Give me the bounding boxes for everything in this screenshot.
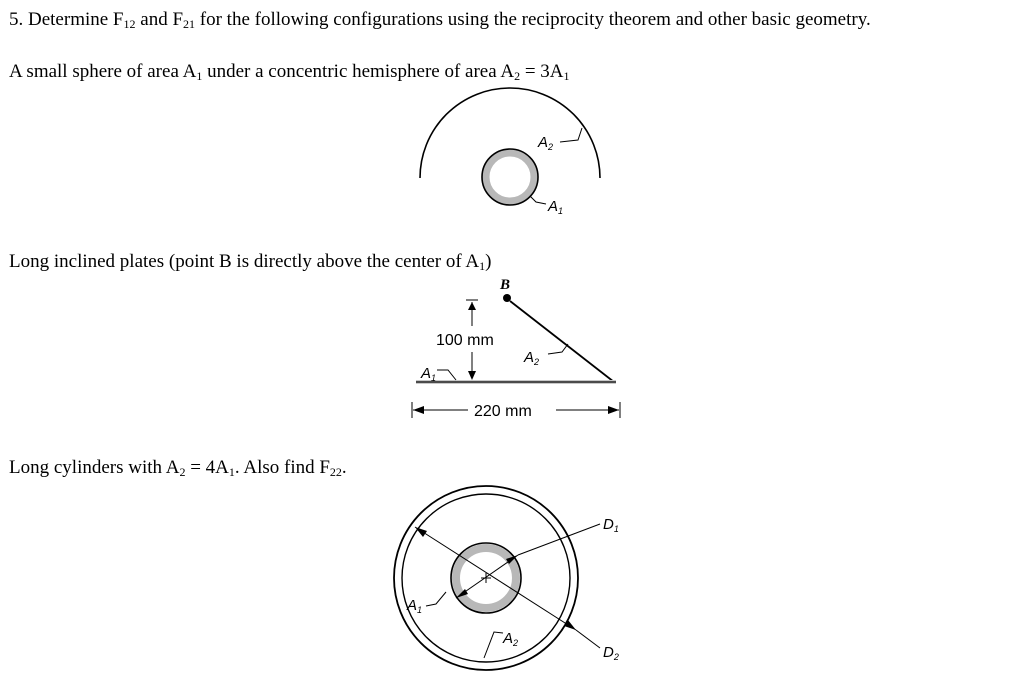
- d1-leader-line: [518, 524, 600, 555]
- a2-label: $A_2$: [538, 134, 554, 152]
- a2-leader-line: [484, 632, 503, 658]
- d2-arrowhead-b: [564, 620, 576, 630]
- d2-arrowhead-a: [415, 527, 427, 537]
- a1-label: $A_1$: [421, 365, 437, 383]
- cylinders-config-heading: Long cylinders with $A_2 = 4A_1$. Also find $F_{22}$.: [9, 457, 347, 479]
- d2-label: $D_2$: [603, 644, 619, 662]
- point-b-label: B: [500, 277, 511, 293]
- d1-label: $D_1$: [603, 516, 619, 534]
- a1-label: $A_1$: [407, 597, 423, 615]
- width-dimension-label: 220 mm: [474, 403, 532, 420]
- sphere-config-heading: A small sphere of area $A_1$ under a concentric hemisphere of area $A_2 = 3A_1$: [9, 61, 570, 83]
- problem-statement: 5. Determine $F_{12}$ and $F_{21}$ for the following configurations using the reciprocity theorem and other basic geometry.: [9, 9, 871, 31]
- a2-label: $A_2$: [524, 349, 540, 367]
- a1-label: $A_1$: [548, 198, 564, 216]
- d2-leader-line: [576, 630, 600, 648]
- height-dimension-label: 100 mm: [436, 332, 494, 349]
- a1-leader-line: [426, 592, 446, 606]
- a2-label: $A_2$: [503, 630, 519, 648]
- plates-config-heading: Long inclined plates (point B is directly above the center of $A_1$): [9, 251, 492, 273]
